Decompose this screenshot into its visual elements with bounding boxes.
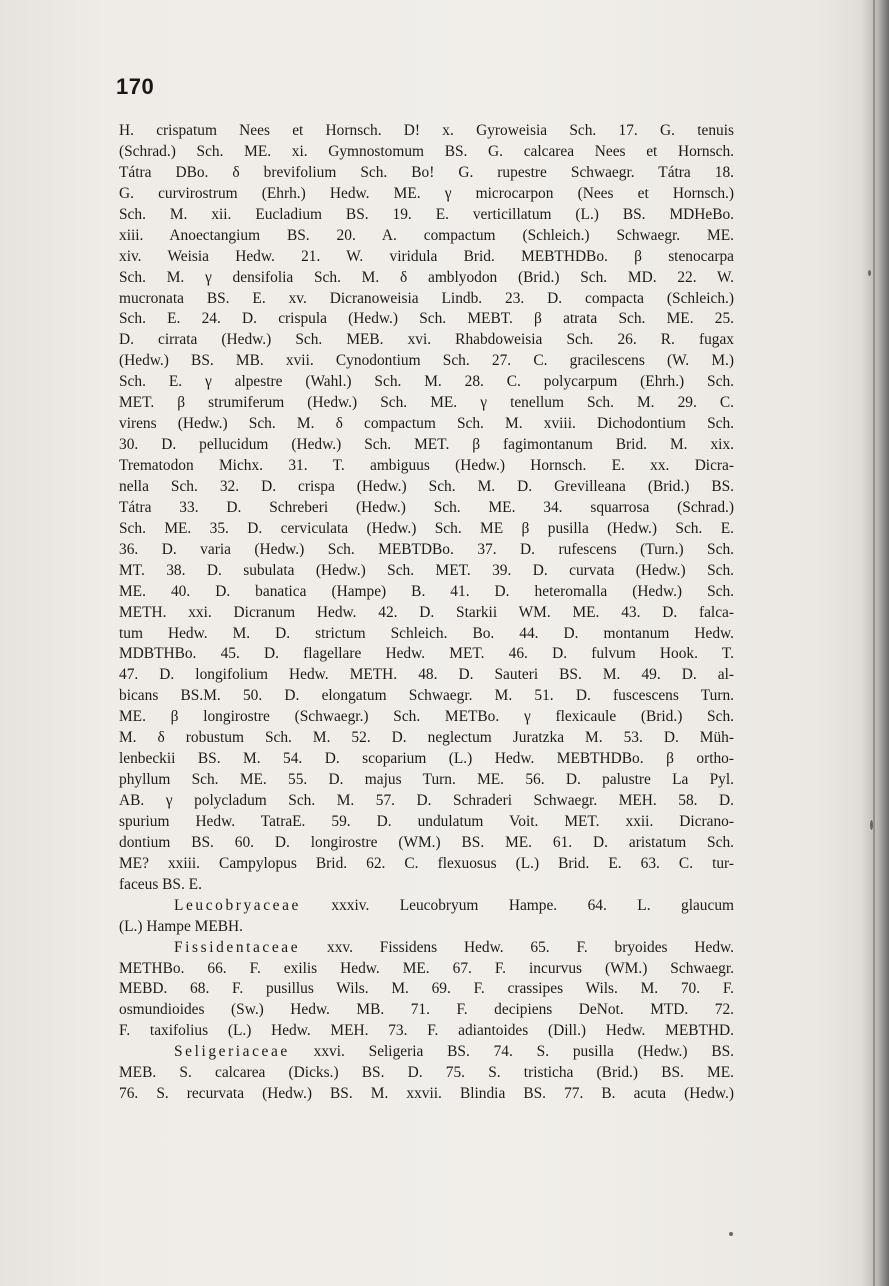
text-line: ME? xxiii. Campylopus Brid. 62. C. flexuosus (L.) Brid. E. 63. C. tur- (119, 854, 734, 872)
text-line: Sch. ME. 35. D. cerviculata (Hedw.) Sch. ME β pusilla (Hedw.) Sch. E. (119, 519, 734, 537)
text-line: (Hedw.) BS. MB. xvii. Cynodontium Sch. 27. C. gracilescens (W. M.) (119, 352, 734, 370)
page-edge-line (873, 0, 875, 1286)
page-number: 170 (116, 74, 155, 99)
family-heading: Fissidentaceae (174, 938, 301, 956)
text-line: xiv. Weisia Hedw. 21. W. viridula Brid. MEBTHDBo. β stenocarpa (119, 247, 734, 265)
text-line: METH. xxi. Dicranum Hedw. 42. D. Starkii WM. ME. 43. D. falca- (119, 603, 734, 621)
text-line: F. taxifolius (L.) Hedw. MEH. 73. F. adiantoides (Dill.) Hedw. MEBTHD. (119, 1022, 734, 1040)
text-line: dontium BS. 60. D. longirostre (WM.) BS. ME. 61. D. aristatum Sch. (119, 833, 734, 851)
text-line: (L.) Hampe MEBH. (119, 917, 243, 935)
text-line: Tátra DBo. δ brevifolium Sch. Bo! G. rupestre Schwaegr. Tátra 18. (119, 163, 734, 181)
text-line: faceus BS. E. (119, 875, 202, 893)
text-line: Sch. M. γ densifolia Sch. M. δ amblyodon (Brid.) Sch. MD. 22. W. (119, 268, 734, 286)
text-line: bicans BS.M. 50. D. elongatum Schwaegr. M. 51. D. fuscescens Turn. (119, 687, 734, 705)
text-line: M. δ robustum Sch. M. 52. D. neglectum Juratzka M. 53. D. Müh- (119, 729, 734, 747)
text-line: MEBD. 68. F. pusillus Wils. M. 69. F. crassipes Wils. M. 70. F. (119, 980, 734, 998)
text-line: MT. 38. D. subulata (Hedw.) Sch. MET. 39. D. curvata (Hedw.) Sch. (119, 561, 734, 579)
text-line: ME. β longirostre (Schwaegr.) Sch. METBo. γ flexicaule (Brid.) Sch. (119, 708, 734, 726)
paper-speck (729, 1232, 733, 1236)
text-line: G. curvirostrum (Ehrh.) Hedw. ME. γ microcarpon (Nees et Hornsch.) (119, 184, 734, 202)
text-fragment: xxv. Fissidens Hedw. 65. F. bryoides Hedw. (300, 938, 734, 956)
text-line: spurium Hedw. TatraE. 59. D. undulatum Voit. MET. xxii. Dicrano- (119, 812, 734, 830)
text-line: 47. D. longifolium Hedw. METH. 48. D. Sauteri BS. M. 49. D. al- (119, 666, 734, 684)
text-line: osmundioides (Sw.) Hedw. MB. 71. F. decipiens DeNot. MTD. 72. (119, 1001, 734, 1019)
text-fragment: xxxiv. Leucobryum Hampe. 64. L. glaucum (300, 896, 734, 914)
leucobryaceae-heading-line (119, 896, 734, 917)
text-line: mucronata BS. E. xv. Dicranoweisia Lindb. 23. D. compacta (Schleich.) (119, 289, 734, 307)
text-line: D. cirrata (Hedw.) Sch. MEB. xvi. Rhabdoweisia Sch. 26. R. fugax (119, 331, 734, 349)
text-line: nella Sch. 32. D. crispa (Hedw.) Sch. M. D. Grevilleana (Brid.) BS. (119, 477, 734, 495)
page-edge-shadow (861, 0, 889, 1286)
text-line: MEB. S. calcarea (Dicks.) BS. D. 75. S. tristicha (Brid.) BS. ME. (119, 1064, 734, 1082)
text-line: H. crispatum Nees et Hornsch. D! x. Gyroweisia Sch. 17. G. tenuis (119, 122, 734, 139)
text-line: 76. S. recurvata (Hedw.) BS. M. xxvii. Blindia BS. 77. B. acuta (Hedw.) (119, 1085, 734, 1103)
text-line: Sch. E. γ alpestre (Wahl.) Sch. M. 28. C. polycarpum (Ehrh.) Sch. (119, 373, 734, 391)
text-line: (Schrad.) Sch. ME. xi. Gymnostomum BS. G. calcarea Nees et Hornsch. (119, 142, 734, 160)
text-line: tum Hedw. M. D. strictum Schleich. Bo. 44. D. montanum Hedw. (119, 624, 734, 642)
fissidentaceae-heading-line (119, 938, 734, 959)
text-line: ME. 40. D. banatica (Hampe) B. 41. D. heteromalla (Hedw.) Sch. (119, 582, 734, 600)
text-line: phyllum Sch. ME. 55. D. majus Turn. ME. 56. D. palustre La Pyl. (119, 771, 734, 789)
text-line: Tátra 33. D. Schreberi (Hedw.) Sch. ME. 34. squarrosa (Schrad.) (119, 498, 734, 516)
text-line: 30. D. pellucidum (Hedw.) Sch. MET. β fagimontanum Brid. M. xix. (119, 436, 734, 454)
text-line: AB. γ polycladum Sch. M. 57. D. Schraderi Schwaegr. MEH. 58. D. (119, 792, 734, 809)
paper-speck (868, 270, 871, 276)
paper-speck (870, 820, 873, 830)
text-line: METHBo. 66. F. exilis Hedw. ME. 67. F. incurvus (WM.) Schwaegr. (119, 959, 734, 977)
text-line: lenbeckii BS. M. 54. D. scoparium (L.) Hedw. MEBTHDBo. β ortho- (119, 750, 734, 768)
species-list-text (119, 121, 734, 1105)
text-line: Sch. E. 24. D. crispula (Hedw.) Sch. MEBT. β atrata Sch. ME. 25. (119, 310, 734, 328)
text-line: Sch. M. xii. Eucladium BS. 19. E. verticillatum (L.) BS. MDHeBo. (119, 205, 734, 223)
text-fragment: xxvi. Seligeria BS. 74. S. pusilla (Hedw.) BS. (289, 1043, 734, 1061)
text-line: MET. β strumiferum (Hedw.) Sch. ME. γ tenellum Sch. M. 29. C. (119, 394, 734, 412)
family-heading: Seligeriaceae (174, 1043, 290, 1061)
text-line: virens (Hedw.) Sch. M. δ compactum Sch. M. xviii. Dichodontium Sch. (119, 415, 734, 433)
text-line: MDBTHBo. 45. D. flagellare Hedw. MET. 46. D. fulvum Hook. T. (119, 645, 734, 663)
seligeriaceae-heading-line (119, 1042, 734, 1063)
text-line: 36. D. varia (Hedw.) Sch. MEBTDBo. 37. D. rufescens (Turn.) Sch. (119, 540, 734, 558)
text-line: Trematodon Michx. 31. T. ambiguus (Hedw.) Hornsch. E. xx. Dicra- (119, 457, 734, 474)
family-heading: Leucobryaceae (174, 896, 301, 914)
text-line: xiii. Anoectangium BS. 20. A. compactum (Schleich.) Schwaegr. ME. (119, 226, 734, 244)
